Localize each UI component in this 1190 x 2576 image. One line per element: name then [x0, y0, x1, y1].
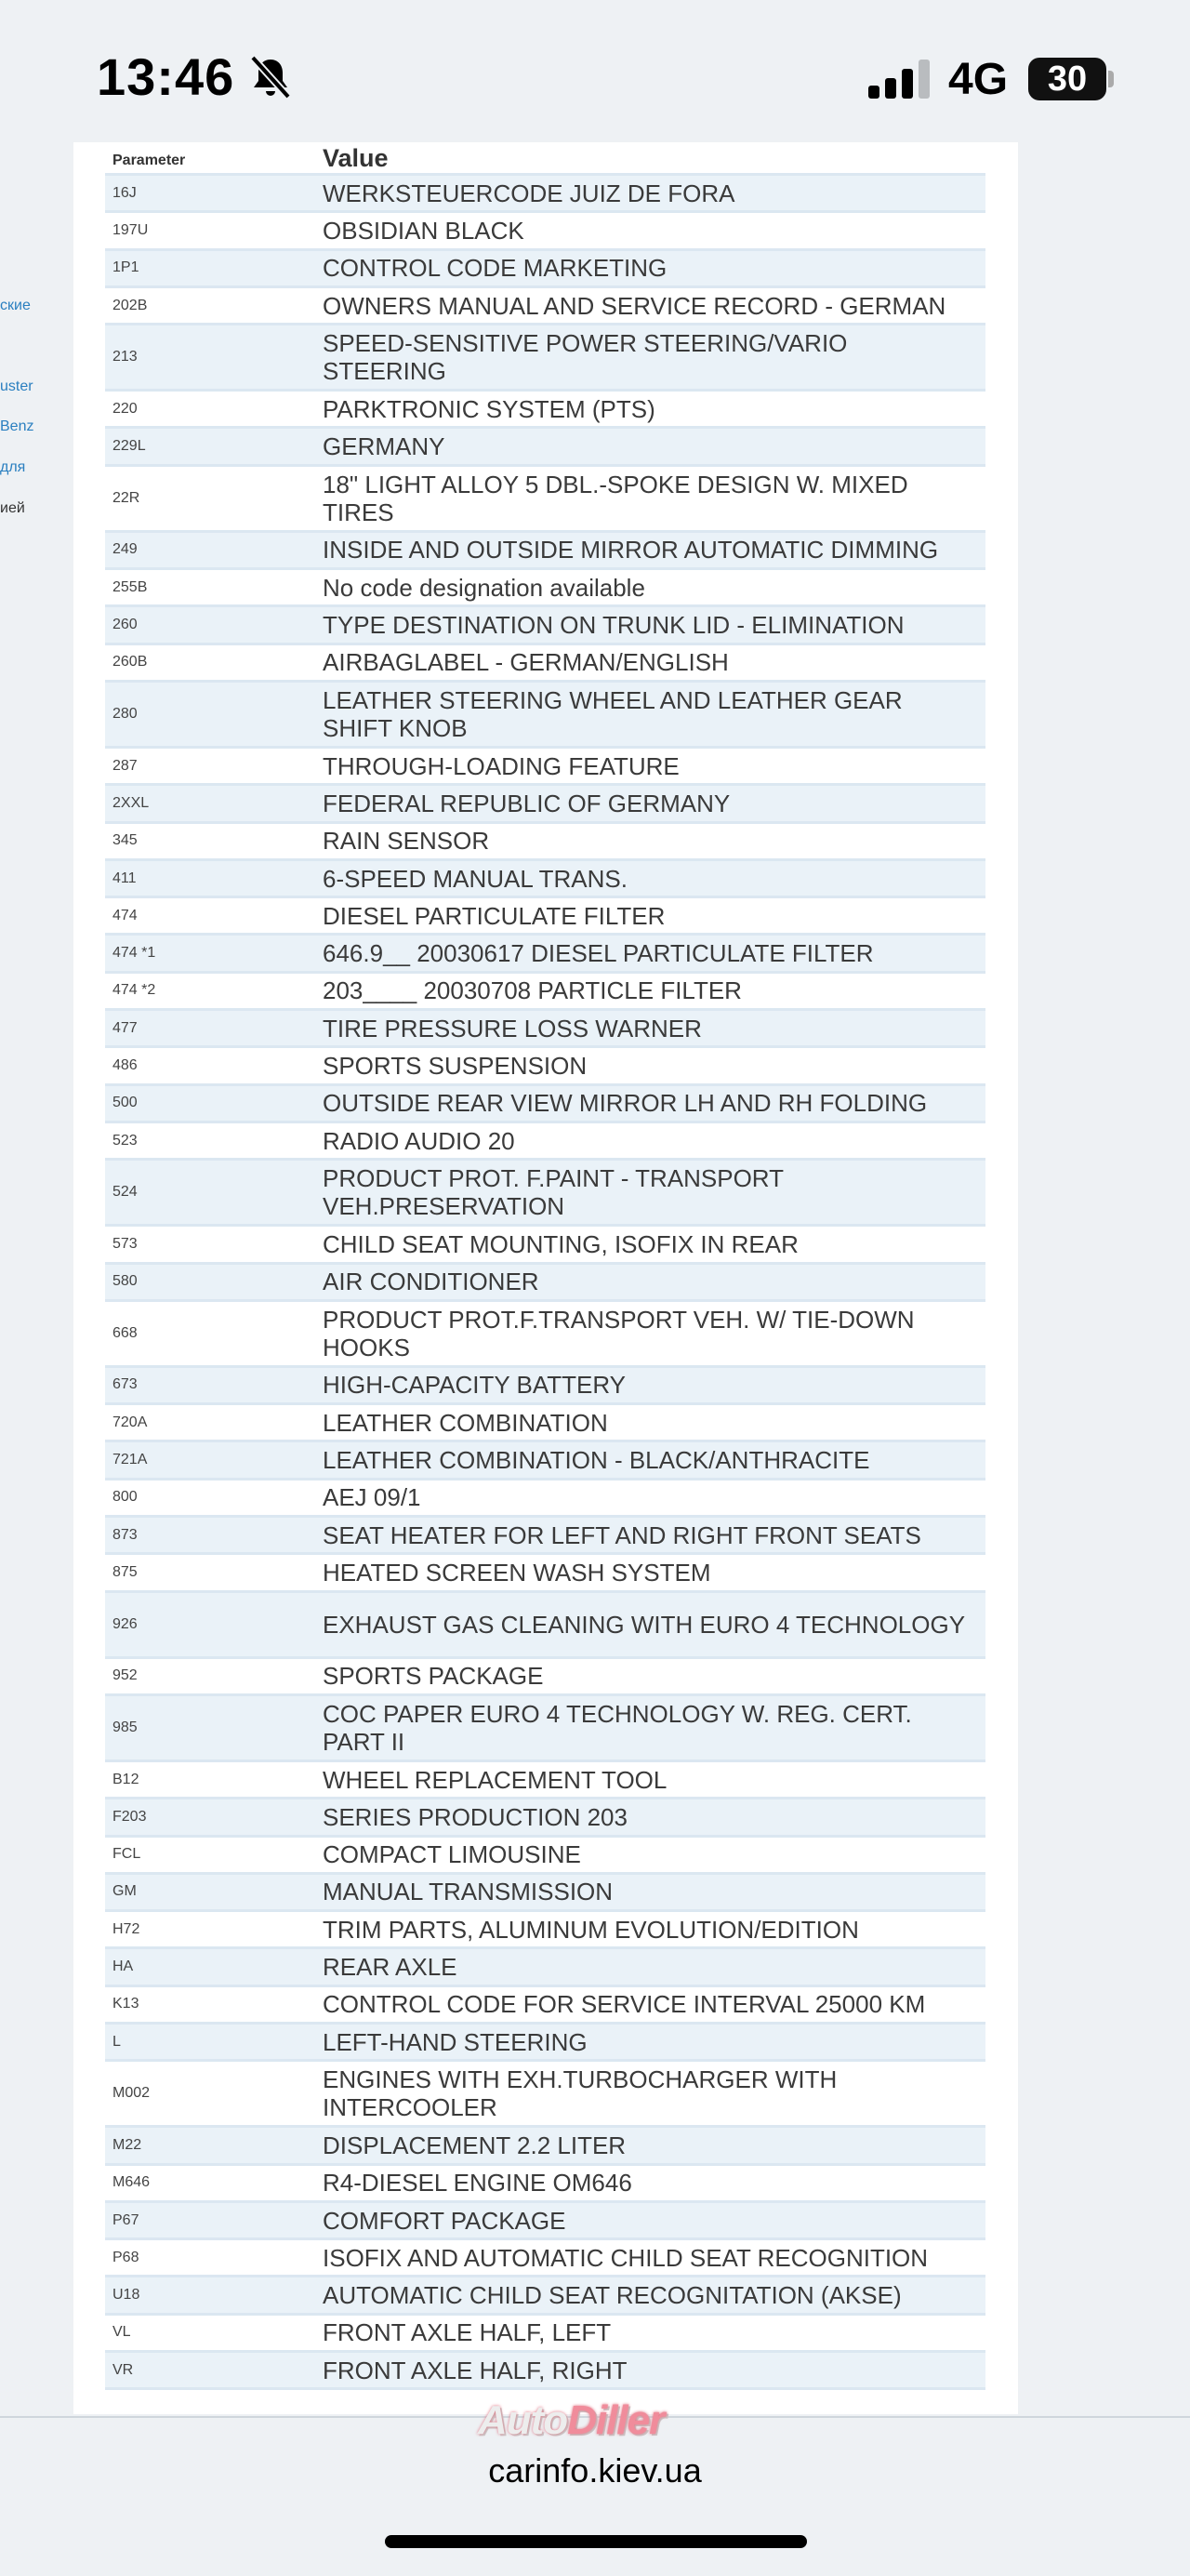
table-row — [105, 1696, 985, 1762]
option-code: 260 — [112, 617, 138, 633]
option-description: INSIDE AND OUTSIDE MIRROR AUTOMATIC DIMMING — [323, 536, 939, 564]
option-description: CONTROL CODE MARKETING — [323, 254, 668, 283]
option-code: H72 — [112, 1920, 140, 1937]
table-row — [105, 1593, 985, 1659]
option-description: TIRE PRESSURE LOSS WARNER — [323, 1014, 702, 1042]
option-code: 523 — [112, 1132, 138, 1149]
options-table — [105, 142, 985, 2390]
table-row — [105, 824, 985, 861]
watermark-auto: Auto — [478, 2397, 568, 2443]
table-row — [105, 1555, 985, 1592]
table-row — [105, 1949, 985, 1986]
watermark-diller: Diller — [567, 2397, 665, 2443]
option-code: VL — [112, 2324, 131, 2341]
option-code: VR — [112, 2361, 134, 2378]
watermark-logo — [478, 2397, 664, 2444]
option-description: GERMANY — [323, 432, 445, 461]
option-description: LEATHER COMBINATION — [323, 1408, 608, 1437]
table-row — [105, 2240, 985, 2277]
option-code: 213 — [112, 349, 138, 365]
option-description: WHEEL REPLACEMENT TOOL — [323, 1765, 668, 1794]
option-description: MANUAL TRANSMISSION — [323, 1878, 614, 1906]
option-code: 673 — [112, 1376, 138, 1393]
option-description: DIESEL PARTICULATE FILTER — [323, 901, 666, 930]
option-description: 203____ 20030708 PARTICLE FILTER — [323, 976, 742, 1005]
table-row — [105, 392, 985, 429]
table-row — [105, 749, 985, 786]
option-description: COMFORT PACKAGE — [323, 2206, 566, 2235]
option-description: SERIES PRODUCTION 203 — [323, 1802, 628, 1831]
table-row — [105, 2166, 985, 2203]
table-row — [105, 429, 985, 466]
option-code: 720A — [112, 1414, 148, 1430]
table-row — [105, 325, 985, 392]
option-description: AIRBAGLABEL - GERMAN/ENGLISH — [323, 648, 729, 677]
table-row — [105, 898, 985, 936]
option-code: 1P1 — [112, 259, 139, 276]
option-description: COC PAPER EURO 4 TECHNOLOGY W. REG. CERT. PART II — [323, 1699, 912, 1756]
table-row — [105, 1987, 985, 2025]
battery-cap — [1108, 71, 1114, 87]
table-row — [105, 645, 985, 683]
table-row — [105, 213, 985, 250]
table-row — [105, 1838, 985, 1875]
option-description: LEFT-HAND STEERING — [323, 2027, 588, 2056]
option-code: 202B — [112, 297, 148, 313]
option-description: SPEED-SENSITIVE POWER STEERING/VARIO STEERING — [323, 329, 848, 386]
option-description: THROUGH-LOADING FEATURE — [323, 751, 680, 780]
table-row — [105, 2062, 985, 2128]
option-description: HEATED SCREEN WASH SYSTEM — [323, 1558, 711, 1587]
table-row — [105, 1265, 985, 1302]
option-code: 474 *2 — [112, 982, 156, 999]
option-description: REAR AXLE — [323, 1953, 457, 1982]
option-code: L — [112, 2033, 121, 2050]
option-code: 255B — [112, 578, 148, 595]
option-description: R4-DIESEL ENGINE OM646 — [323, 2169, 632, 2198]
option-code: M646 — [112, 2174, 151, 2191]
table-row — [105, 2128, 985, 2165]
signal-bars-icon — [868, 60, 933, 99]
option-code: 926 — [112, 1615, 138, 1632]
option-code: 573 — [112, 1235, 138, 1252]
option-description: WERKSTEUERCODE JUIZ DE FORA — [323, 179, 735, 207]
option-code: 280 — [112, 705, 138, 722]
table-header — [105, 142, 985, 176]
option-code: K13 — [112, 1996, 139, 2012]
side-link-3[interactable]: Benz — [0, 418, 34, 434]
option-description: AEJ 09/1 — [323, 1483, 421, 1512]
option-description: OBSIDIAN BLACK — [323, 216, 524, 245]
option-description: ISOFIX AND AUTOMATIC CHILD SEAT RECOGNITION — [323, 2243, 929, 2272]
table-row — [105, 1762, 985, 1799]
table-row — [105, 1405, 985, 1442]
table-row — [105, 1011, 985, 1048]
header-value: Value — [323, 144, 389, 172]
option-code: 875 — [112, 1563, 138, 1580]
option-code: P67 — [112, 2211, 139, 2228]
page-url[interactable]: carinfo.kiev.ua — [488, 2451, 702, 2490]
option-description: AUTOMATIC CHILD SEAT RECOGNITATION (AKSE) — [323, 2281, 902, 2310]
option-code: 287 — [112, 757, 138, 774]
battery-level: 30 — [1047, 59, 1088, 99]
home-indicator[interactable] — [385, 2535, 807, 2548]
option-code: FCL — [112, 1846, 141, 1863]
option-description: RADIO AUDIO 20 — [323, 1126, 515, 1155]
table-row — [105, 2316, 985, 2353]
table-row — [105, 251, 985, 288]
header-parameter: Parameter — [112, 153, 186, 168]
option-description: RAIN SENSOR — [323, 827, 490, 856]
side-link-5[interactable]: ией — [0, 500, 25, 516]
table-row — [105, 1086, 985, 1123]
option-code: 668 — [112, 1324, 138, 1341]
side-link-2[interactable]: uster — [0, 378, 33, 394]
option-description: ENGINES WITH EXH.TURBOCHARGER WITH INTERCOOLER — [323, 2065, 838, 2122]
option-description: 18" LIGHT ALLOY 5 DBL.-SPOKE DESIGN W. MIXED TIRES — [323, 470, 908, 526]
option-code: 721A — [112, 1452, 148, 1468]
option-description: CHILD SEAT MOUNTING, ISOFIX IN REAR — [323, 1229, 799, 1258]
option-code: U18 — [112, 2287, 140, 2304]
option-code: 500 — [112, 1095, 138, 1111]
option-description: AIR CONDITIONER — [323, 1268, 539, 1296]
option-code: 249 — [112, 541, 138, 558]
table-row — [105, 467, 985, 533]
option-description: SPORTS SUSPENSION — [323, 1051, 588, 1080]
option-code: 22R — [112, 489, 140, 506]
option-code: 800 — [112, 1489, 138, 1506]
table-row — [105, 2025, 985, 2062]
option-code: 229L — [112, 438, 146, 455]
table-row — [105, 288, 985, 325]
option-code: F203 — [112, 1808, 147, 1825]
option-description: PRODUCT PROT.F.TRANSPORT VEH. W/ TIE-DOWN HOOKS — [323, 1305, 915, 1361]
table-row — [105, 1227, 985, 1264]
table-row — [105, 861, 985, 898]
status-bar — [0, 0, 1190, 139]
option-code: M22 — [112, 2136, 142, 2153]
option-description: CONTROL CODE FOR SERVICE INTERVAL 25000 KM — [323, 1990, 926, 2019]
option-description: FEDERAL REPUBLIC OF GERMANY — [323, 789, 731, 817]
option-code: 411 — [112, 870, 137, 886]
option-description: TYPE DESTINATION ON TRUNK LID - ELIMINATION — [323, 611, 905, 640]
option-code: 197U — [112, 221, 149, 238]
table-row — [105, 1161, 985, 1227]
option-description: FRONT AXLE HALF, LEFT — [323, 2318, 612, 2347]
table-row — [105, 1659, 985, 1696]
option-description: DISPLACEMENT 2.2 LITER — [323, 2131, 627, 2159]
content-panel — [73, 142, 1018, 2414]
option-code: GM — [112, 1883, 137, 1900]
option-code: 952 — [112, 1667, 138, 1684]
option-code: 2XXL — [112, 794, 150, 811]
table-row — [105, 2353, 985, 2390]
option-description: SEAT HEATER FOR LEFT AND RIGHT FRONT SEATS — [323, 1520, 921, 1549]
table-row — [105, 570, 985, 607]
option-description: LEATHER STEERING WHEEL AND LEATHER GEAR SHIFT KNOB — [323, 685, 903, 742]
option-description: No code designation available — [323, 573, 645, 602]
option-code: 345 — [112, 832, 138, 849]
option-code: 220 — [112, 400, 138, 417]
option-code: HA — [112, 1959, 134, 1975]
option-description: PRODUCT PROT. F.PAINT - TRANSPORT VEH.PRESERVATION — [323, 1164, 784, 1221]
network-label: 4G — [948, 55, 1009, 104]
option-description: LEATHER COMBINATION - BLACK/ANTHRACITE — [323, 1446, 870, 1475]
table-row — [105, 1481, 985, 1518]
option-code: 16J — [112, 184, 137, 201]
option-description: OWNERS MANUAL AND SERVICE RECORD - GERMAN — [323, 291, 946, 320]
option-description: EXHAUST GAS CLEANING WITH EURO 4 TECHNOLOGY — [323, 1610, 966, 1639]
table-row — [105, 1875, 985, 1912]
option-code: 580 — [112, 1273, 138, 1290]
table-row — [105, 607, 985, 644]
table-row — [105, 683, 985, 749]
status-time: 13:46 — [97, 47, 235, 106]
option-description: COMPACT LIMOUSINE — [323, 1840, 581, 1869]
option-description: FRONT AXLE HALF, RIGHT — [323, 2356, 628, 2384]
option-description: HIGH-CAPACITY BATTERY — [323, 1371, 627, 1400]
table-row — [105, 2203, 985, 2240]
table-row — [105, 533, 985, 570]
option-code: 985 — [112, 1719, 138, 1735]
table-row — [105, 1302, 985, 1368]
table-row — [105, 786, 985, 823]
side-link-1[interactable]: ские — [0, 298, 31, 313]
option-code: 474 *1 — [112, 945, 156, 962]
option-code: 524 — [112, 1184, 138, 1201]
option-code: 477 — [112, 1019, 138, 1036]
table-row — [105, 1368, 985, 1405]
option-code: 873 — [112, 1526, 138, 1543]
option-description: PARKTRONIC SYSTEM (PTS) — [323, 394, 655, 423]
option-code: 474 — [112, 907, 138, 923]
table-row — [105, 1442, 985, 1480]
table-row — [105, 974, 985, 1011]
option-code: P68 — [112, 2249, 139, 2265]
table-row — [105, 1518, 985, 1555]
table-row — [105, 1799, 985, 1837]
table-row — [105, 2277, 985, 2315]
option-description: TRIM PARTS, ALUMINUM EVOLUTION/EDITION — [323, 1915, 859, 1944]
table-row — [105, 1912, 985, 1949]
option-description: 646.9__ 20030617 DIESEL PARTICULATE FILTER — [323, 939, 874, 968]
battery-icon — [1028, 58, 1106, 100]
option-description: 6-SPEED MANUAL TRANS. — [323, 864, 628, 893]
table-body — [105, 176, 985, 2390]
side-link-4[interactable]: для — [0, 459, 26, 475]
table-row — [105, 176, 985, 213]
option-code: B12 — [112, 1771, 139, 1787]
table-row — [105, 936, 985, 973]
option-description: SPORTS PACKAGE — [323, 1662, 544, 1691]
option-code: 260B — [112, 654, 148, 671]
table-row — [105, 1048, 985, 1085]
option-code: 486 — [112, 1056, 138, 1073]
option-description: OUTSIDE REAR VIEW MIRROR LH AND RH FOLDING — [323, 1089, 928, 1118]
bell-muted-icon — [247, 54, 294, 100]
table-row — [105, 1123, 985, 1161]
option-code: M002 — [112, 2085, 151, 2102]
